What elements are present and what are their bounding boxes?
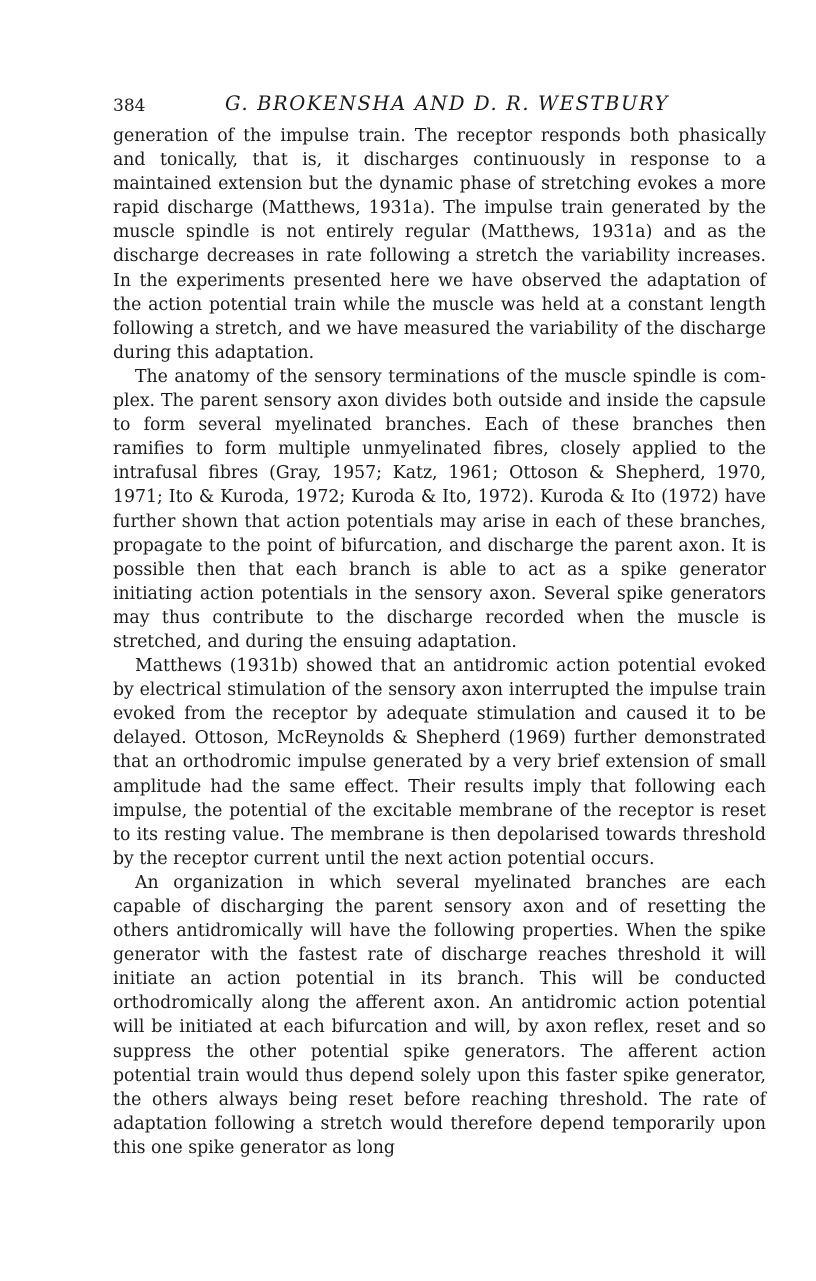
paragraph-antidromic: Matthews (1931b) showed that an antidromic action potential evoked by electrical stimulation of the sensory axon interrupted the impulse train evoked from the receptor by adequate stimulation and caused it to be delayed. Ottoson, McReynolds & Shepherd (1969) further demonstrated that an orthodromic impulse generated by a very brief extension of small amplitude had the same effect. Their results imply that following each impulse, the potential of the excitable membrane of the receptor is reset to its resting value. The membrane is then depolarised towards threshold by the receptor current until the next action potential occurs. xyxy=(113,656,766,869)
paragraph-continuation: generation of the impulse train. The receptor responds both phasically and tonically, that is, it discharges continuously in response to a maintained extension but the dynamic phase of stretching evokes a more rapid discharge (Matthews, 1931a). The impulse train generated by the muscle spindle is not entirely regular (Matthews, 1931a) and as the discharge decreases in rate following a stretch the variability increases. In the experiments presented here we have observed the adaptation of the action potential train while the muscle was held at a constant length following a stretch, and we have measured the variability of the discharge during this adaptation. xyxy=(113,126,766,363)
page-number: 384 xyxy=(113,96,146,116)
running-head xyxy=(113,92,766,124)
running-head-authors: G. BROKENSHA AND D. R. WESTBURY xyxy=(225,92,670,115)
journal-page xyxy=(113,92,766,1160)
paragraph-anatomy: The anatomy of the sensory terminations of the muscle spindle is complex. The parent sensory axon divides both outside and inside the capsule to form several myelinated branches. Each of these branches then ramifies to form multiple unmyelinated fibres, closely applied to the intrafusal fibres (Gray, 1957; Katz, 1961; Ottoson & Shepherd, 1970, 1971; Ito & Kuroda, 1972; Kuroda & Ito, 1972). Kuroda & Ito (1972) have further shown that action potentials may arise in each of these branches, propagate to the point of bifurcation, and discharge the parent axon. It is possible then that each branch is able to act as a spike generator initiating action potentials in the sensory axon. Several spike generators may thus contribute to the discharge recorded when the muscle is stretched, and during the ensuing adaptation. xyxy=(113,366,766,652)
paragraph-organization: An organization in which several myelinated branches are each capable of discharging the parent sensory axon and of resetting the others antidromically will have the following properties. When the spike generator with the fastest rate of discharge reaches threshold it will initiate an action potential in its branch. This will be conducted orthodromically along the afferent axon. An antidromic action potential will be initiated at each bifurcation and will, by axon reflex, reset and so suppress the other potential spike generators. The afferent action potential train would thus depend solely upon this faster spike generator, the others always being reset before reaching threshold. The rate of adaptation following a stretch would therefore depend temporarily upon this one spike generator as long xyxy=(113,872,766,1158)
